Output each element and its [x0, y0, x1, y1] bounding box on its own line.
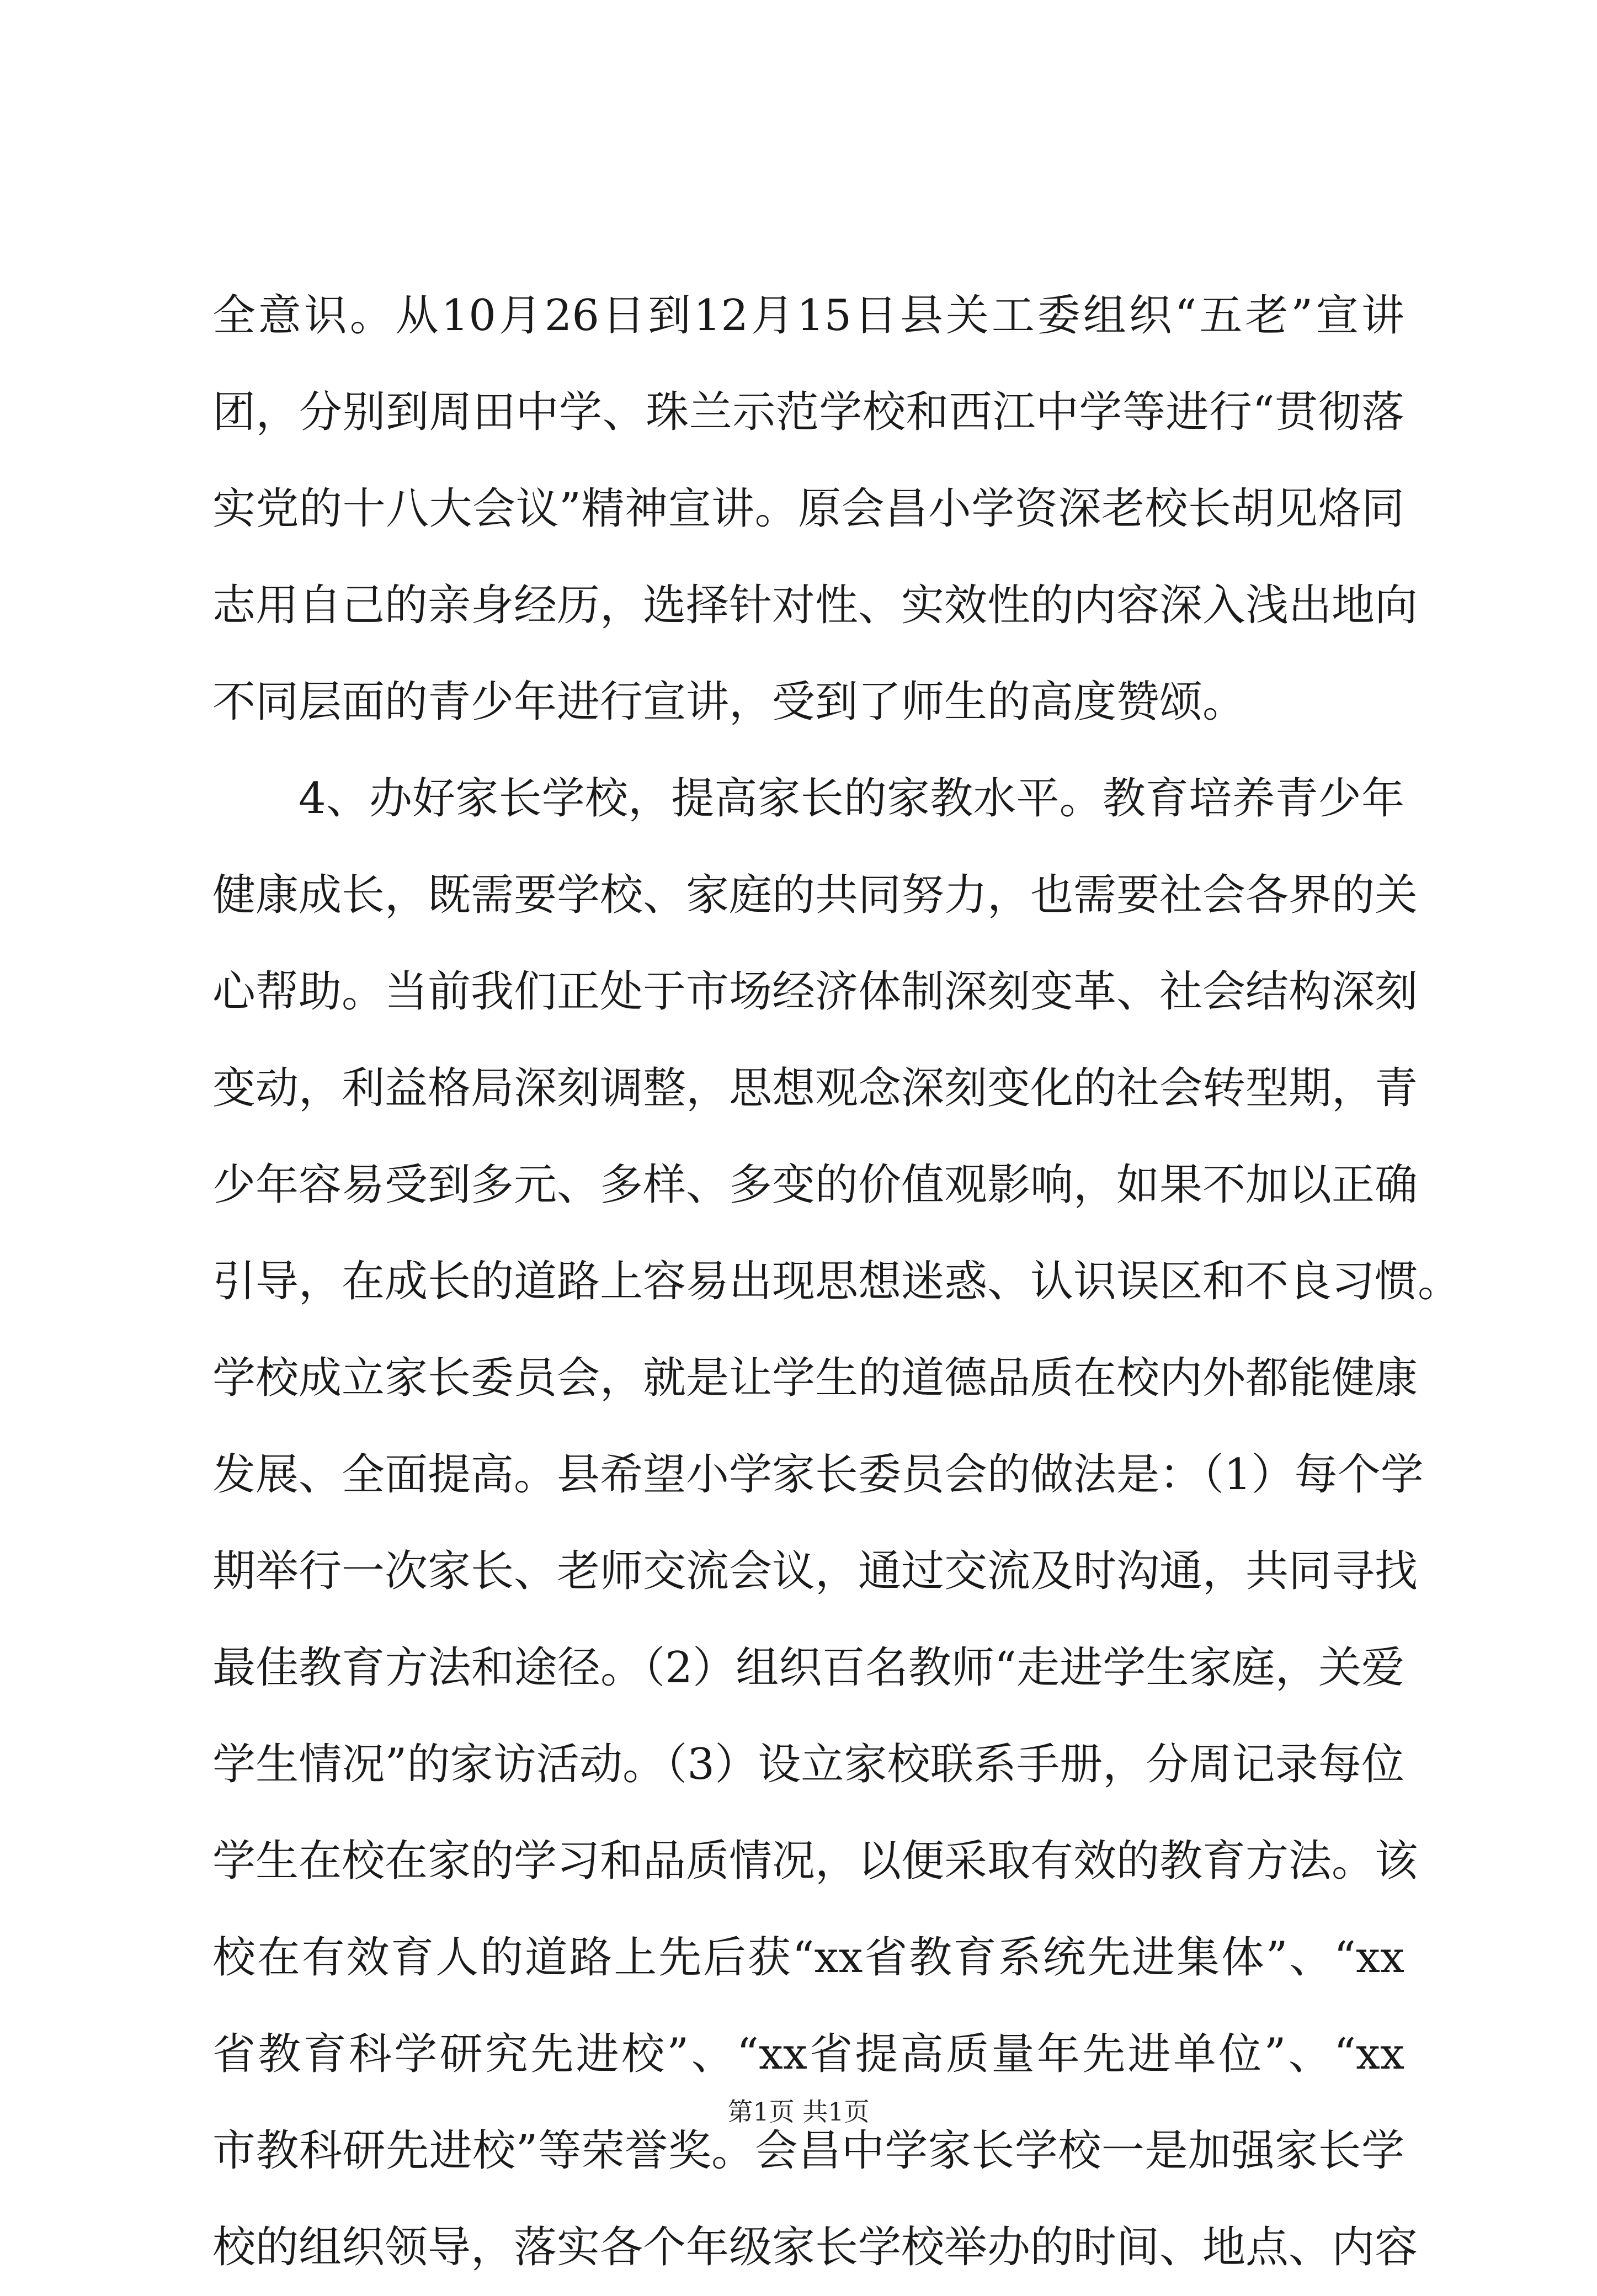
text-line: 变动，利益格局深刻调整，思想观念深刻变化的社会转型期，青 [212, 1064, 1418, 1113]
text-line: 最佳教育方法和途径。（2）组织百名教师“走进学生家庭，关爱 [212, 1643, 1404, 1693]
text-line: 实党的十八大会议”精神宣讲。原会昌小学资深老校长胡见烙同 [212, 484, 1404, 534]
text-line: 校的组织领导，落实各个年级家长学校举办的时间、地点、内容 [212, 2223, 1418, 2272]
text-line: 志用自己的亲身经历，选择针对性、实效性的内容深入浅出地向 [212, 581, 1418, 630]
body-text [212, 268, 1461, 2296]
text-line: 少年容易受到多元、多样、多变的价值观影响，如果不加以正确 [212, 1160, 1418, 1210]
text-line: 学校成立家长委员会，就是让学生的道德品质在校内外都能健康 [212, 1353, 1418, 1403]
text-line: 全意识。从10月26日到12月15日县关工委组织“五老”宣讲 [212, 291, 1404, 341]
text-line: 学生在校在家的学习和品质情况，以便采取有效的教育方法。该 [212, 1836, 1418, 1886]
text-line: 4、办好家长学校，提高家长的家教水平。教育培养青少年 [299, 774, 1404, 823]
text-line: 健康成长，既需要学校、家庭的共同努力，也需要社会各界的关 [212, 870, 1418, 920]
text-line: 不同层面的青少年进行宣讲，受到了师生的高度赞颂。 [212, 677, 1246, 727]
text-line: 市教科研先进校”等荣誉奖。会昌中学家长学校一是加强家长学 [212, 2126, 1404, 2176]
page-footer [0, 2092, 1597, 2128]
text-line: 发展、全面提高。县希望小学家长委员会的做法是：（1）每个学 [212, 1450, 1424, 1500]
text-line: 学生情况”的家访活动。（3）设立家校联系手册，分周记录每位 [212, 1740, 1404, 1789]
text-line: 心帮助。当前我们正处于市场经济体制深刻变革、社会结构深刻 [212, 967, 1418, 1017]
text-line: 引导，在成长的道路上容易出现思想迷惑、认识误区和不良习惯。 [212, 1257, 1461, 1306]
page-number: 第1页 共1页 [727, 2097, 870, 2127]
text-line: 期举行一次家长、老师交流会议，通过交流及时沟通，共同寻找 [212, 1546, 1418, 1596]
text-line: 团，分别到周田中学、珠兰示范学校和西江中学等进行“贯彻落 [212, 387, 1404, 437]
text-line: 省教育科学研究先进校”、“xx省提高质量年先进单位”、“xx [212, 2029, 1404, 2079]
text-line: 校在有效育人的道路上先后获“xx省教育系统先进集体”、“xx [212, 1933, 1404, 1983]
